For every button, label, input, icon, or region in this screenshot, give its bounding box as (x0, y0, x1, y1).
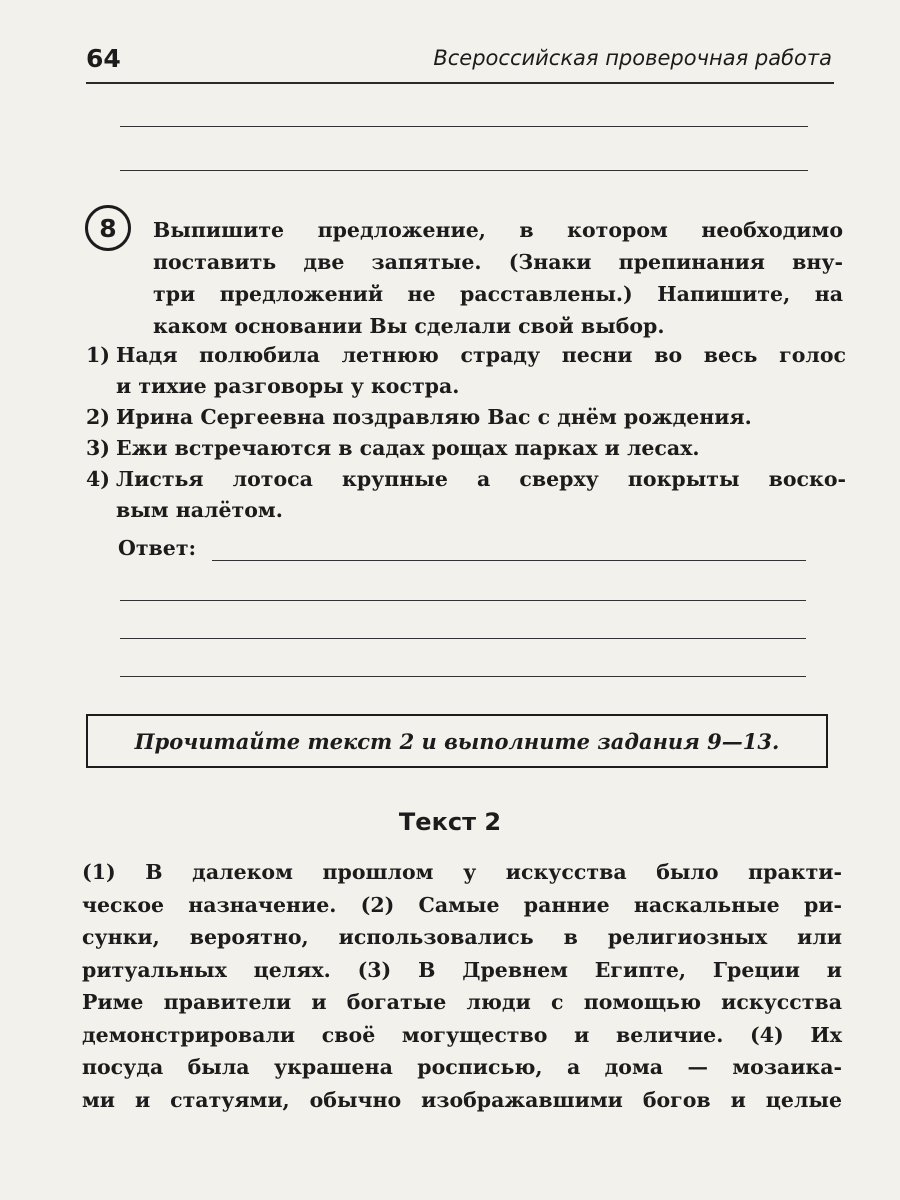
task-prompt-line: Выпишите предложение, в котором необходимо (153, 218, 843, 242)
option-number: 4) (86, 467, 110, 491)
option-1 (86, 340, 846, 402)
text-line: сунки, вероятно, использовались в религиозных или (82, 925, 842, 949)
text-body (82, 856, 842, 1116)
option-text-line: вым налётом. (116, 498, 283, 522)
option-text-line: и тихие разговоры у костра. (116, 374, 460, 398)
task-prompt-line: каком основании Вы сделали свой выбор. (153, 314, 665, 338)
answer-label: Ответ: (118, 536, 197, 560)
text-line: демонстрировали своё могущество и величие. (4) Их (82, 1022, 842, 1047)
instruction-box (86, 714, 828, 768)
text-line: ми и статуями, обычно изображавшими богов и целые (82, 1087, 842, 1112)
option-text-line: Ирина Сергеевна поздравляю Вас с днём рождения. (116, 405, 752, 429)
option-3 (86, 433, 846, 464)
answer-options (86, 340, 846, 526)
page-number: 64 (86, 44, 121, 73)
text-line: ритуальных целях. (3) В Древнем Египте, Греции и (82, 957, 842, 982)
option-text-line: Ежи встречаются в садах рощах парках и лесах. (116, 436, 700, 460)
answer-line[interactable] (120, 638, 806, 639)
task-prompt (153, 214, 843, 342)
option-number: 3) (86, 436, 110, 460)
text-line: Риме правители и богатые люди с помощью искусства (82, 990, 842, 1014)
option-2 (86, 402, 846, 433)
previous-answer-line[interactable] (120, 170, 808, 171)
text-title: Текст 2 (398, 808, 502, 836)
answer-line[interactable] (120, 600, 806, 601)
answer-line[interactable] (212, 560, 806, 561)
task-prompt-line: три предложений не расставлены.) Напишите, на (153, 282, 843, 306)
running-head: Всероссийская проверочная работа (433, 46, 832, 70)
option-4 (86, 464, 846, 526)
option-number: 2) (86, 405, 110, 429)
header-rule (86, 82, 834, 84)
task-prompt-line: поставить две запятые. (Знаки препинания вну- (153, 250, 843, 274)
text-line: ческое назначение. (2) Самые ранние наскальные ри- (82, 892, 842, 917)
option-text-line: Надя полюбила летнюю страду песни во весь голос (116, 343, 846, 367)
instruction-text: Прочитайте текст 2 и выполните задания 9—13. (134, 728, 780, 754)
option-number: 1) (86, 343, 110, 367)
text-line: (1) В далеком прошлом у искусства было практи- (82, 860, 842, 884)
task-number: 8 (99, 213, 117, 243)
answer-line[interactable] (120, 676, 806, 677)
text-line: посуда была украшена росписью, а дома — мозаика- (82, 1055, 842, 1079)
task-number-badge (85, 205, 131, 251)
option-text-line: Листья лотоса крупные а сверху покрыты воско- (116, 467, 846, 491)
previous-answer-line[interactable] (120, 126, 808, 127)
